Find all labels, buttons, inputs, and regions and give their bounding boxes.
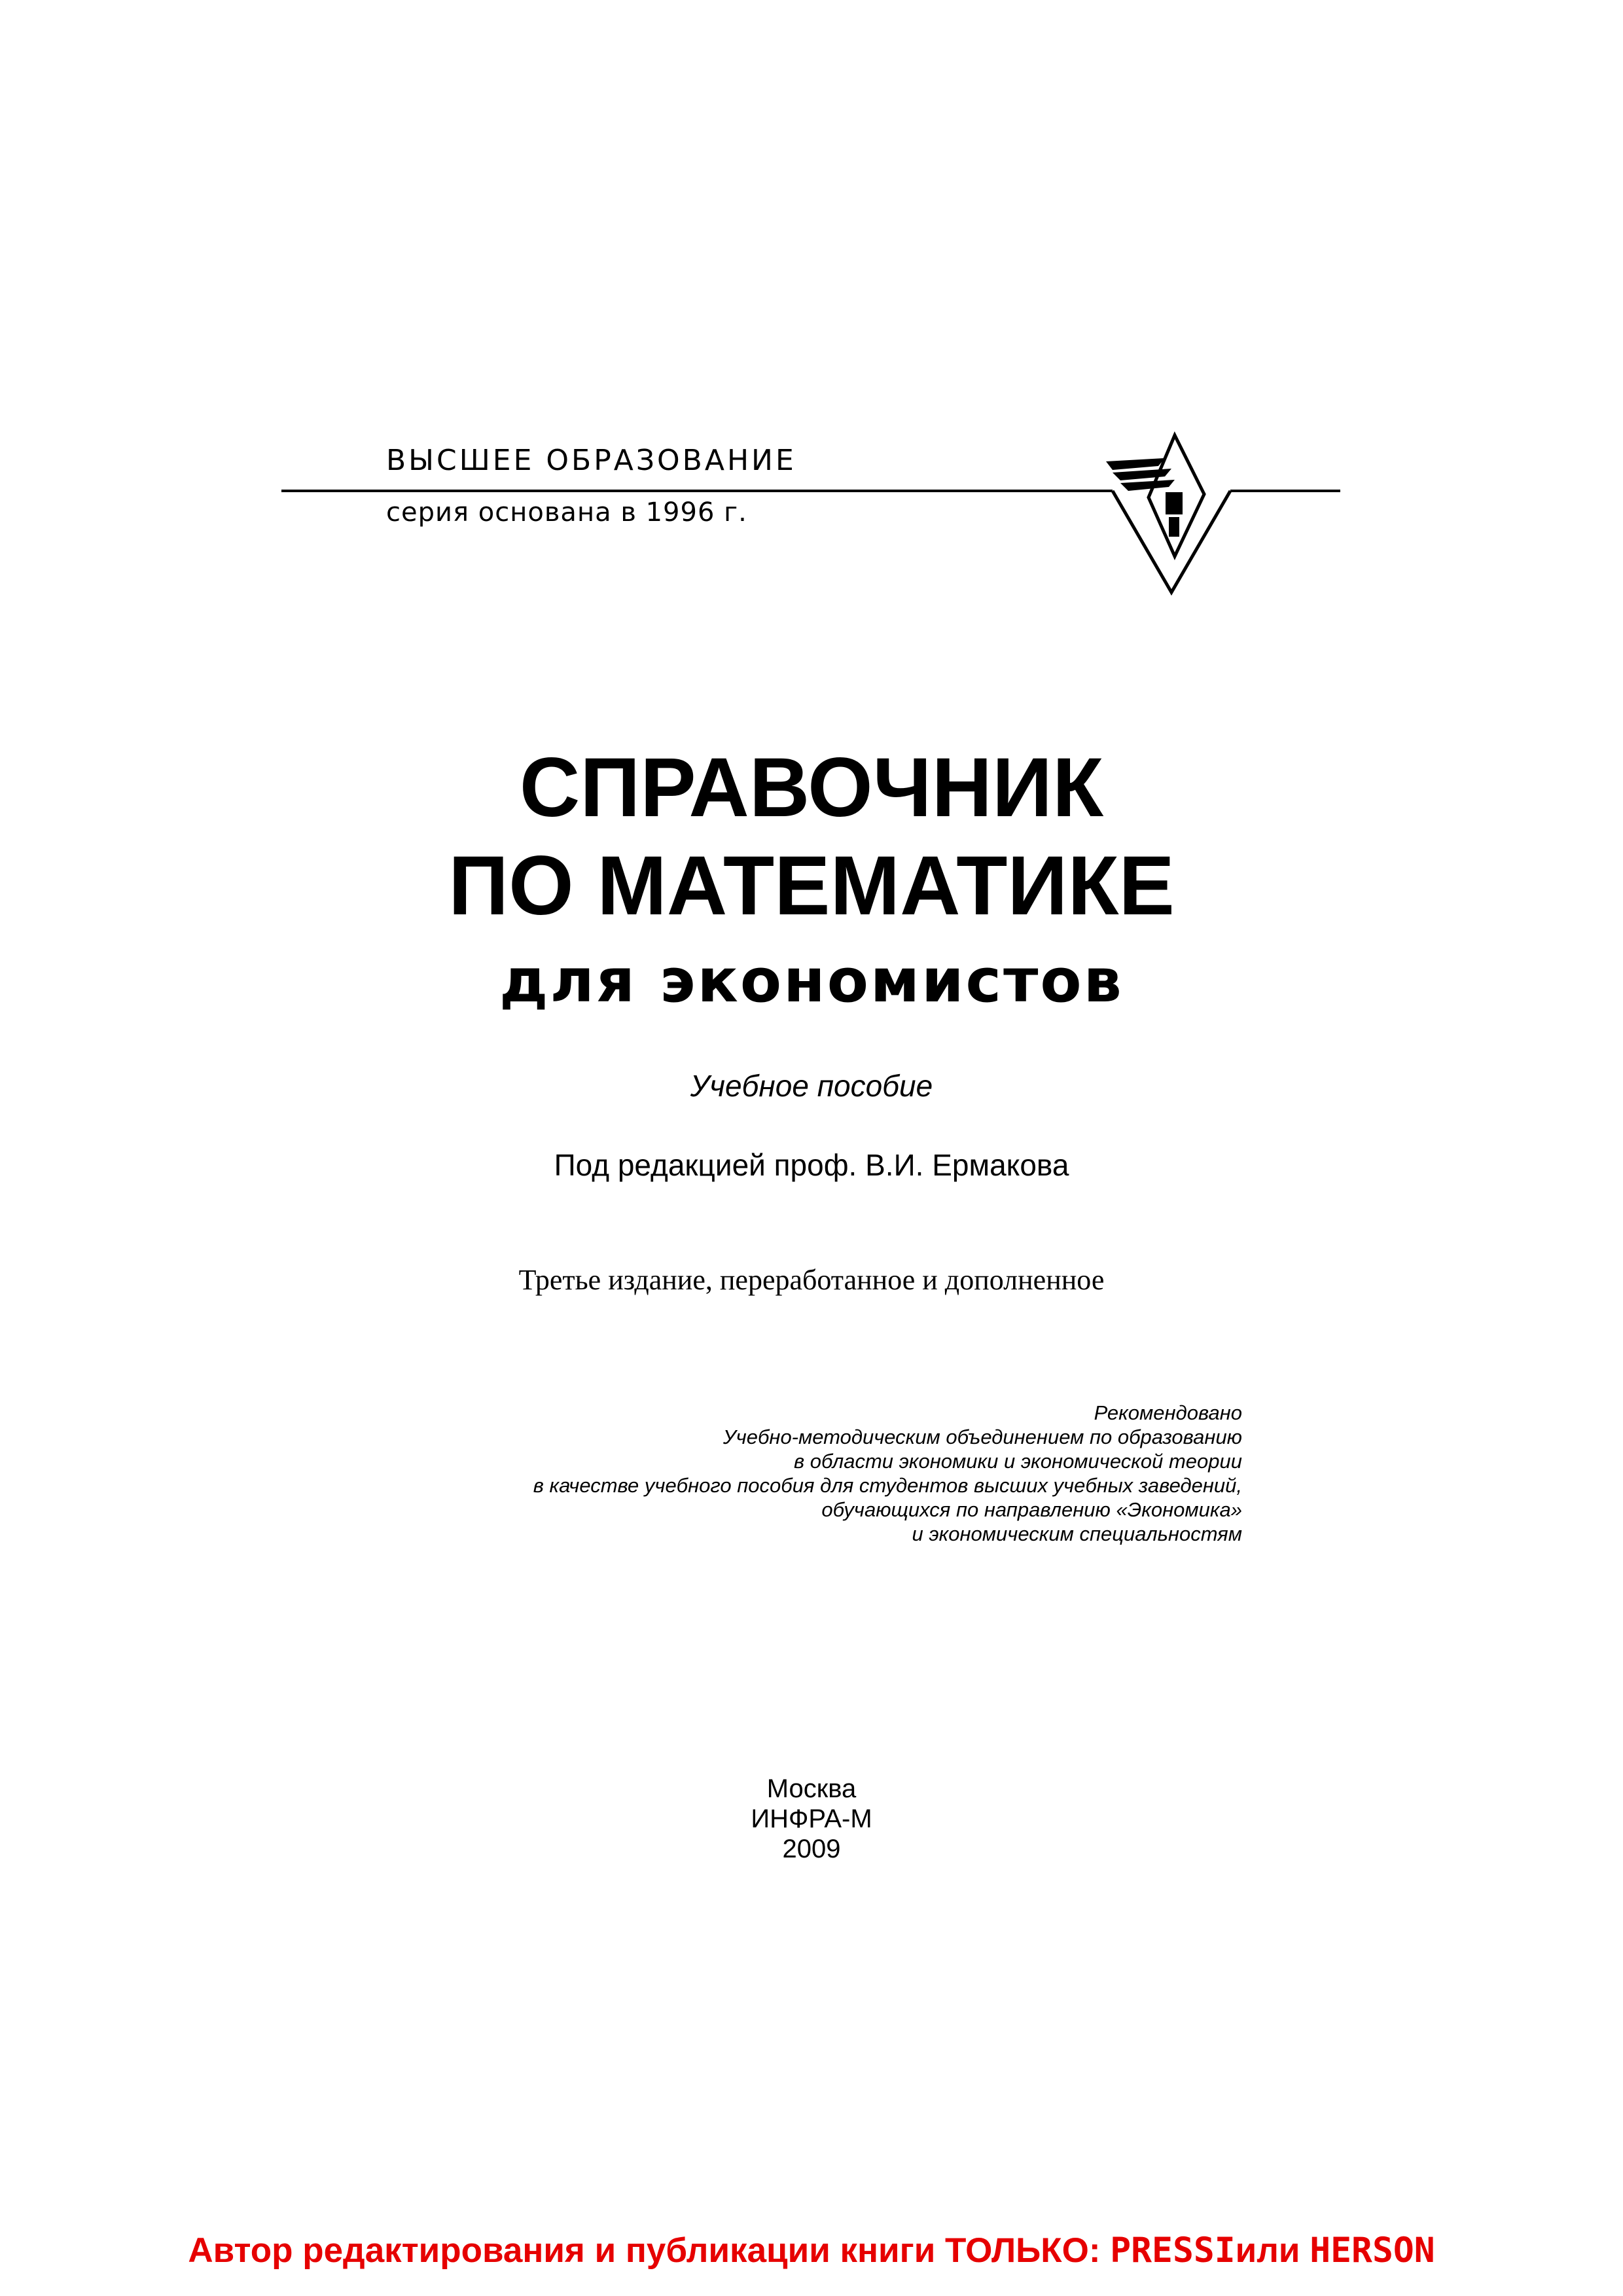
imprint-publisher: ИНФРА-М	[751, 1804, 872, 1833]
imprint-block	[0, 1774, 1623, 1864]
imprint-city: Москва	[766, 1774, 857, 1803]
recommendation-line: в области экономики и экономической теории	[793, 1450, 1242, 1473]
book-genre: Учебное пособие	[690, 1069, 933, 1103]
torch-triangle-logo-icon	[275, 419, 1374, 602]
publisher-notice	[0, 2231, 1623, 2270]
book-title-line-1: СПРАВОЧНИК	[519, 741, 1104, 834]
recommendation-line: обучающихся по направлению «Экономика»	[821, 1498, 1242, 1521]
book-title-line-2: ПО МАТЕМАТИКЕ	[448, 839, 1175, 933]
series-title: ВЫСШЕЕ ОБРАЗОВАНИЕ	[386, 444, 796, 477]
recommendation-line: Учебно-методическим объединением по образованию	[722, 1426, 1242, 1448]
imprint-year: 2009	[782, 1835, 841, 1863]
recommendation-block	[533, 1401, 1242, 1546]
series-subtitle: серия основана в 1996 г.	[386, 497, 747, 528]
recommendation-line: в качестве учебного пособия для студентов высших учебных заведений,	[533, 1474, 1242, 1497]
recommendation-line: Рекомендовано	[1094, 1401, 1242, 1424]
book-title-line-3: для экономистов	[499, 946, 1124, 1016]
book-edition: Третье издание, переработанное и дополненное	[518, 1264, 1105, 1296]
book-editor: Под редакцией проф. В.И. Ермакова	[554, 1148, 1069, 1182]
notice-middle: или	[1235, 2231, 1310, 2270]
recommendation-line: и экономическим специальностям	[912, 1522, 1242, 1545]
notice-prefix: Автор редактирования и публикации книги ТОЛЬКО:	[188, 2231, 1111, 2270]
notice-name-2: HERSON	[1310, 2231, 1435, 2270]
notice-name-1: PRESSI	[1110, 2231, 1236, 2270]
